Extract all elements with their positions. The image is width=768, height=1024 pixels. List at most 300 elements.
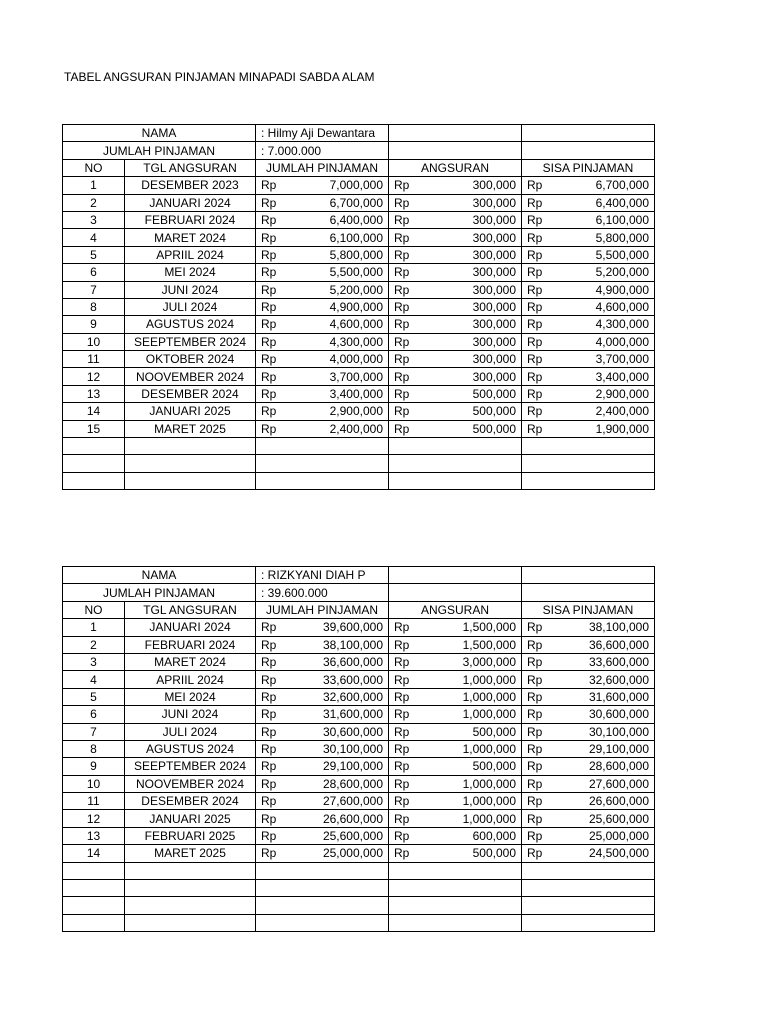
row-sisa-wrap: [527, 793, 649, 809]
row-tgl: DESEMBER 2024: [125, 793, 256, 810]
row-angsuran-value: 300,000: [472, 230, 516, 245]
row-jumlah: [256, 758, 389, 775]
empty-cell: [63, 438, 125, 455]
empty-cell: [522, 914, 655, 931]
row-tgl: JANUARI 2025: [125, 403, 256, 420]
empty-cell: [389, 567, 522, 584]
currency-label: Rp: [527, 195, 543, 210]
row-jumlah-value: 3,400,000: [329, 387, 383, 402]
row-jumlah-value: 4,300,000: [329, 334, 383, 349]
table-row: [63, 194, 655, 211]
currency-label: Rp: [261, 776, 277, 791]
row-angsuran-value: 500,000: [472, 421, 516, 436]
empty-cell: [389, 142, 522, 159]
row-angsuran-value: 1,000,000: [462, 672, 516, 687]
row-angsuran-wrap: [394, 334, 516, 350]
table-row: [63, 281, 655, 298]
empty-cell: [389, 455, 522, 472]
currency-label: Rp: [261, 794, 277, 809]
header-tgl-angsuran: TGL ANGSURAN: [125, 601, 256, 618]
currency-label: Rp: [261, 404, 277, 419]
row-sisa-wrap: [527, 619, 649, 635]
currency-label: Rp: [394, 811, 410, 826]
row-jumlah-value: 25,600,000: [322, 829, 383, 844]
row-sisa-wrap: [527, 689, 649, 705]
row-sisa: [522, 420, 655, 437]
currency-label: Rp: [527, 846, 543, 861]
empty-cell: [522, 438, 655, 455]
nama-value: : RIZKYANI DIAH P: [256, 567, 389, 584]
header-row: [63, 159, 655, 176]
empty-cell: [63, 880, 125, 897]
row-no: 8: [63, 298, 125, 315]
currency-label: Rp: [261, 282, 277, 297]
row-jumlah-value: 5,800,000: [329, 247, 383, 262]
row-tgl: AGUSTUS 2024: [125, 316, 256, 333]
currency-label: Rp: [261, 178, 277, 193]
row-angsuran-wrap: [394, 828, 516, 844]
row-jumlah-wrap: [261, 689, 383, 705]
table-row: [63, 385, 655, 402]
row-tgl: APRIIL 2024: [125, 246, 256, 263]
row-sisa-wrap: [527, 811, 649, 827]
row-sisa-value: 24,500,000: [588, 846, 649, 861]
table-row: [63, 688, 655, 705]
empty-row: [63, 472, 655, 489]
row-tgl: JUNI 2024: [125, 706, 256, 723]
currency-label: Rp: [261, 707, 277, 722]
row-sisa: [522, 385, 655, 402]
row-sisa: [522, 810, 655, 827]
currency-label: Rp: [261, 655, 277, 670]
row-sisa-value: 4,300,000: [595, 317, 649, 332]
row-sisa-value: 32,600,000: [588, 672, 649, 687]
currency-label: Rp: [261, 421, 277, 436]
currency-label: Rp: [527, 404, 543, 419]
currency-label: Rp: [261, 846, 277, 861]
row-angsuran-wrap: [394, 637, 516, 653]
row-no: 2: [63, 194, 125, 211]
empty-cell: [63, 455, 125, 472]
table-row: [63, 316, 655, 333]
row-jumlah-value: 28,600,000: [322, 776, 383, 791]
row-jumlah-wrap: [261, 316, 383, 332]
currency-label: Rp: [394, 829, 410, 844]
table-row: [63, 351, 655, 368]
jumlah-label: JUMLAH PINJAMAN: [63, 142, 256, 159]
row-angsuran-value: 1,000,000: [462, 776, 516, 791]
row-sisa: [522, 368, 655, 385]
header-angsuran: ANGSURAN: [389, 159, 522, 176]
currency-label: Rp: [261, 230, 277, 245]
row-sisa: [522, 281, 655, 298]
row-jumlah-wrap: [261, 741, 383, 757]
currency-label: Rp: [261, 213, 277, 228]
currency-label: Rp: [261, 811, 277, 826]
row-angsuran-wrap: [394, 299, 516, 315]
row-angsuran-wrap: [394, 689, 516, 705]
row-jumlah-value: 2,400,000: [329, 421, 383, 436]
row-sisa-value: 5,200,000: [595, 265, 649, 280]
currency-label: Rp: [527, 742, 543, 757]
row-jumlah-value: 4,600,000: [329, 317, 383, 332]
row-angsuran-value: 1,000,000: [462, 794, 516, 809]
row-tgl: MARET 2024: [125, 653, 256, 670]
currency-label: Rp: [261, 334, 277, 349]
row-no: 6: [63, 706, 125, 723]
empty-cell: [389, 438, 522, 455]
row-angsuran-wrap: [394, 845, 516, 861]
row-jumlah-wrap: [261, 776, 383, 792]
empty-cell: [63, 862, 125, 879]
row-angsuran-wrap: [394, 672, 516, 688]
currency-label: Rp: [394, 282, 410, 297]
currency-label: Rp: [527, 265, 543, 280]
row-jumlah: [256, 264, 389, 281]
currency-label: Rp: [394, 759, 410, 774]
currency-label: Rp: [394, 742, 410, 757]
row-angsuran: [389, 211, 522, 228]
name-row: [63, 125, 655, 142]
row-sisa-wrap: [527, 421, 649, 437]
currency-label: Rp: [261, 265, 277, 280]
row-tgl: MARET 2025: [125, 845, 256, 862]
empty-cell: [125, 914, 256, 931]
row-jumlah: [256, 351, 389, 368]
empty-cell: [522, 455, 655, 472]
row-angsuran: [389, 827, 522, 844]
row-jumlah: [256, 706, 389, 723]
currency-label: Rp: [394, 334, 410, 349]
row-sisa-value: 1,900,000: [595, 421, 649, 436]
empty-row: [63, 455, 655, 472]
currency-label: Rp: [527, 247, 543, 262]
empty-row: [63, 914, 655, 931]
row-angsuran-wrap: [394, 619, 516, 635]
row-sisa-wrap: [527, 706, 649, 722]
row-jumlah-wrap: [261, 230, 383, 246]
currency-label: Rp: [527, 282, 543, 297]
row-angsuran: [389, 368, 522, 385]
nama-label: NAMA: [63, 125, 256, 142]
currency-label: Rp: [394, 724, 410, 739]
row-angsuran-value: 500,000: [472, 759, 516, 774]
row-angsuran-wrap: [394, 386, 516, 402]
row-angsuran: [389, 177, 522, 194]
currency-label: Rp: [261, 247, 277, 262]
row-sisa: [522, 246, 655, 263]
row-sisa: [522, 619, 655, 636]
currency-label: Rp: [527, 689, 543, 704]
row-jumlah-wrap: [261, 793, 383, 809]
row-tgl: AGUSTUS 2024: [125, 740, 256, 757]
row-jumlah-wrap: [261, 351, 383, 367]
row-sisa-value: 28,600,000: [588, 759, 649, 774]
row-sisa: [522, 351, 655, 368]
currency-label: Rp: [261, 742, 277, 757]
empty-cell: [63, 472, 125, 489]
row-tgl: FEBRUARI 2024: [125, 636, 256, 653]
table-row: [63, 653, 655, 670]
currency-label: Rp: [394, 387, 410, 402]
empty-cell: [256, 862, 389, 879]
header-no: NO: [63, 601, 125, 618]
row-tgl: NOOVEMBER 2024: [125, 368, 256, 385]
empty-cell: [125, 438, 256, 455]
empty-cell: [256, 438, 389, 455]
empty-cell: [389, 880, 522, 897]
row-jumlah-wrap: [261, 386, 383, 402]
row-angsuran-value: 300,000: [472, 282, 516, 297]
table-row: [63, 636, 655, 653]
currency-label: Rp: [261, 195, 277, 210]
row-angsuran: [389, 264, 522, 281]
currency-label: Rp: [527, 794, 543, 809]
row-no: 3: [63, 653, 125, 670]
row-angsuran-value: 3,000,000: [462, 655, 516, 670]
row-jumlah: [256, 653, 389, 670]
table-row: [63, 229, 655, 246]
empty-cell: [125, 472, 256, 489]
row-angsuran-wrap: [394, 316, 516, 332]
row-no: 10: [63, 333, 125, 350]
table-row: [63, 211, 655, 228]
currency-label: Rp: [261, 369, 277, 384]
table-row: [63, 793, 655, 810]
row-sisa-wrap: [527, 299, 649, 315]
header-sisa-pinjaman: SISA PINJAMAN: [522, 601, 655, 618]
row-sisa: [522, 298, 655, 315]
name-row: [63, 567, 655, 584]
currency-label: Rp: [261, 620, 277, 635]
row-angsuran-value: 1,000,000: [462, 811, 516, 826]
row-sisa-wrap: [527, 758, 649, 774]
empty-cell: [256, 897, 389, 914]
row-no: 7: [63, 723, 125, 740]
row-angsuran-wrap: [394, 758, 516, 774]
row-jumlah: [256, 827, 389, 844]
empty-row: [63, 438, 655, 455]
currency-label: Rp: [394, 369, 410, 384]
table-row: [63, 264, 655, 281]
row-sisa: [522, 194, 655, 211]
table-row: [63, 368, 655, 385]
row-sisa: [522, 740, 655, 757]
row-jumlah-value: 30,600,000: [322, 724, 383, 739]
empty-cell: [256, 880, 389, 897]
currency-label: Rp: [261, 352, 277, 367]
row-sisa-wrap: [527, 264, 649, 280]
row-sisa-value: 25,600,000: [588, 811, 649, 826]
currency-label: Rp: [527, 637, 543, 652]
loan-table-2-body: [63, 567, 655, 932]
row-jumlah-wrap: [261, 758, 383, 774]
row-sisa-wrap: [527, 845, 649, 861]
row-jumlah-value: 3,700,000: [329, 369, 383, 384]
row-angsuran-wrap: [394, 247, 516, 263]
row-angsuran-value: 300,000: [472, 195, 516, 210]
currency-label: Rp: [527, 369, 543, 384]
row-sisa-wrap: [527, 195, 649, 211]
row-jumlah-value: 26,600,000: [322, 811, 383, 826]
row-angsuran-wrap: [394, 351, 516, 367]
row-angsuran-wrap: [394, 264, 516, 280]
row-jumlah: [256, 810, 389, 827]
row-sisa-wrap: [527, 828, 649, 844]
row-sisa-wrap: [527, 741, 649, 757]
row-angsuran: [389, 688, 522, 705]
row-angsuran: [389, 653, 522, 670]
currency-label: Rp: [394, 230, 410, 245]
table-row: [63, 810, 655, 827]
currency-label: Rp: [261, 387, 277, 402]
currency-label: Rp: [527, 387, 543, 402]
currency-label: Rp: [394, 794, 410, 809]
row-jumlah-wrap: [261, 637, 383, 653]
row-sisa-value: 25,000,000: [588, 829, 649, 844]
currency-label: Rp: [394, 620, 410, 635]
row-jumlah-wrap: [261, 654, 383, 670]
empty-cell: [125, 455, 256, 472]
row-sisa-wrap: [527, 654, 649, 670]
row-sisa-wrap: [527, 316, 649, 332]
row-sisa-wrap: [527, 177, 649, 193]
row-sisa-wrap: [527, 247, 649, 263]
row-jumlah: [256, 194, 389, 211]
table-row: [63, 403, 655, 420]
row-sisa: [522, 793, 655, 810]
row-no: 3: [63, 211, 125, 228]
row-tgl: JANUARI 2025: [125, 810, 256, 827]
row-sisa-value: 5,800,000: [595, 230, 649, 245]
currency-label: Rp: [261, 637, 277, 652]
row-sisa-value: 5,500,000: [595, 247, 649, 262]
table-row: [63, 845, 655, 862]
table-row: [63, 619, 655, 636]
row-jumlah-value: 33,600,000: [322, 672, 383, 687]
row-angsuran-wrap: [394, 793, 516, 809]
row-sisa-wrap: [527, 637, 649, 653]
currency-label: Rp: [527, 213, 543, 228]
table-row: [63, 758, 655, 775]
row-jumlah-value: 29,100,000: [322, 759, 383, 774]
row-tgl: MARET 2025: [125, 420, 256, 437]
jumlah-label: JUMLAH PINJAMAN: [63, 584, 256, 601]
row-angsuran-value: 300,000: [472, 265, 516, 280]
jumlah-value: : 7.000.000: [256, 142, 389, 159]
currency-label: Rp: [527, 317, 543, 332]
row-tgl: JANUARI 2024: [125, 194, 256, 211]
row-jumlah-value: 6,400,000: [329, 213, 383, 228]
row-sisa-value: 30,100,000: [588, 724, 649, 739]
jumlah-value: : 39.600.000: [256, 584, 389, 601]
row-angsuran-value: 300,000: [472, 352, 516, 367]
row-jumlah: [256, 177, 389, 194]
row-jumlah: [256, 740, 389, 757]
empty-cell: [125, 897, 256, 914]
empty-row: [63, 880, 655, 897]
empty-cell: [389, 472, 522, 489]
currency-label: Rp: [261, 300, 277, 315]
row-sisa: [522, 653, 655, 670]
row-sisa-wrap: [527, 212, 649, 228]
row-sisa-value: 27,600,000: [588, 776, 649, 791]
row-angsuran-value: 500,000: [472, 404, 516, 419]
loan-table-1: [62, 124, 655, 490]
row-no: 7: [63, 281, 125, 298]
empty-cell: [522, 567, 655, 584]
row-jumlah: [256, 723, 389, 740]
row-angsuran-value: 300,000: [472, 334, 516, 349]
row-angsuran: [389, 229, 522, 246]
header-row: [63, 601, 655, 618]
row-jumlah: [256, 636, 389, 653]
currency-label: Rp: [527, 759, 543, 774]
row-jumlah-wrap: [261, 724, 383, 740]
row-tgl: JULI 2024: [125, 723, 256, 740]
row-tgl: MEI 2024: [125, 264, 256, 281]
row-jumlah: [256, 420, 389, 437]
row-angsuran-wrap: [394, 724, 516, 740]
row-angsuran-wrap: [394, 212, 516, 228]
row-jumlah-wrap: [261, 403, 383, 419]
currency-label: Rp: [394, 300, 410, 315]
currency-label: Rp: [527, 724, 543, 739]
row-jumlah: [256, 845, 389, 862]
row-sisa: [522, 403, 655, 420]
empty-cell: [125, 880, 256, 897]
header-sisa-pinjaman: SISA PINJAMAN: [522, 159, 655, 176]
row-jumlah-wrap: [261, 672, 383, 688]
currency-label: Rp: [527, 230, 543, 245]
row-angsuran: [389, 194, 522, 211]
row-sisa-value: 6,100,000: [595, 213, 649, 228]
row-tgl: OKTOBER 2024: [125, 351, 256, 368]
row-jumlah-value: 25,000,000: [322, 846, 383, 861]
currency-label: Rp: [261, 829, 277, 844]
row-angsuran-wrap: [394, 654, 516, 670]
row-no: 12: [63, 368, 125, 385]
row-angsuran-wrap: [394, 369, 516, 385]
row-jumlah-wrap: [261, 177, 383, 193]
empty-cell: [522, 125, 655, 142]
row-sisa: [522, 316, 655, 333]
currency-label: Rp: [261, 759, 277, 774]
row-sisa-value: 3,400,000: [595, 369, 649, 384]
row-no: 13: [63, 827, 125, 844]
row-jumlah-wrap: [261, 247, 383, 263]
empty-cell: [389, 125, 522, 142]
row-angsuran-wrap: [394, 282, 516, 298]
row-jumlah-wrap: [261, 828, 383, 844]
empty-row: [63, 862, 655, 879]
row-angsuran: [389, 351, 522, 368]
row-sisa-value: 31,600,000: [588, 689, 649, 704]
row-no: 13: [63, 385, 125, 402]
row-angsuran-value: 300,000: [472, 317, 516, 332]
row-jumlah-wrap: [261, 369, 383, 385]
empty-cell: [125, 862, 256, 879]
row-jumlah-value: 5,500,000: [329, 265, 383, 280]
row-sisa-value: 6,400,000: [595, 195, 649, 210]
row-jumlah: [256, 688, 389, 705]
row-sisa: [522, 758, 655, 775]
row-jumlah-value: 7,000,000: [329, 178, 383, 193]
row-angsuran: [389, 810, 522, 827]
row-sisa-wrap: [527, 724, 649, 740]
header-tgl-angsuran: TGL ANGSURAN: [125, 159, 256, 176]
row-angsuran: [389, 246, 522, 263]
